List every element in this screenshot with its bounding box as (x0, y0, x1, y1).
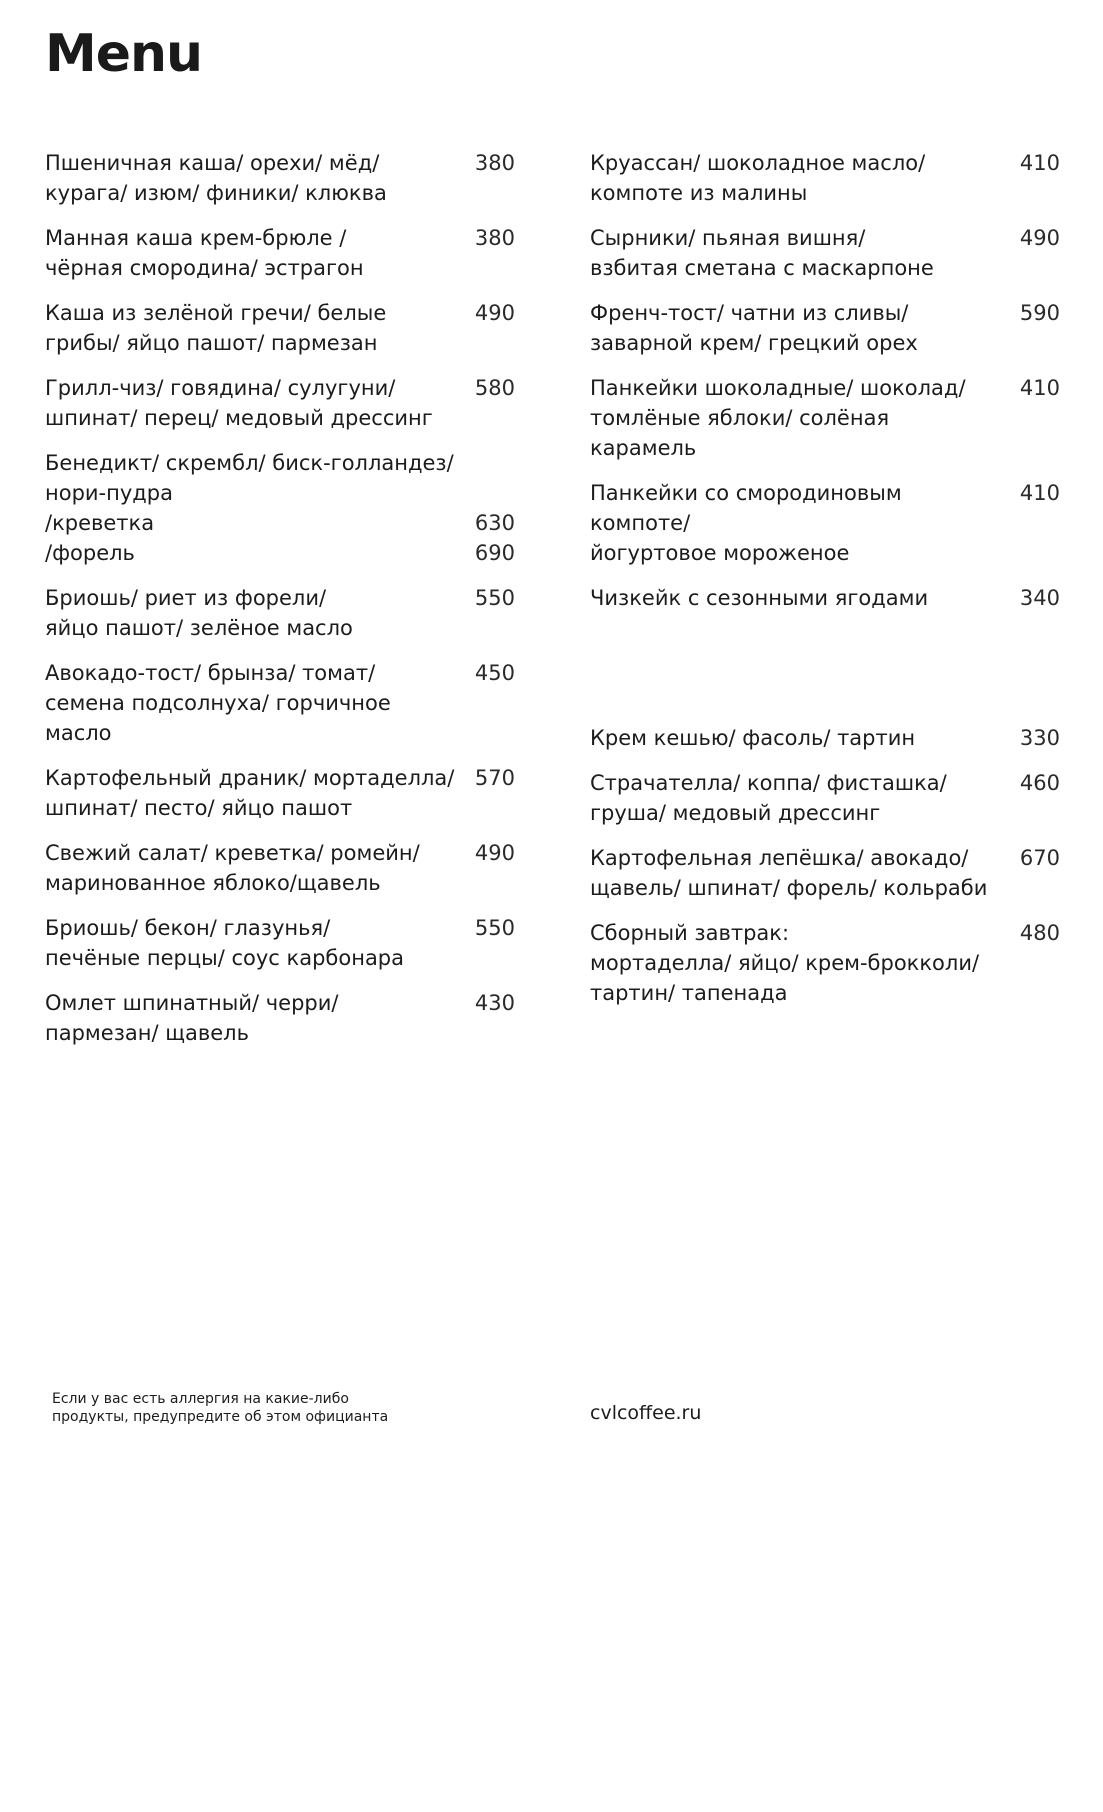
menu-item-price: 490 (1019, 226, 1060, 250)
menu-item-price: 340 (1019, 586, 1060, 610)
menu-item (590, 843, 1060, 903)
menu-item-price: 490 (474, 301, 515, 325)
menu-item (45, 913, 515, 973)
menu-item-price: 550 (474, 586, 515, 610)
menu-item (590, 583, 1060, 613)
menu-item-name: Бриошь/ риет из форели/ яйцо пашот/ зелёное масло (45, 586, 353, 640)
menu-item (45, 658, 515, 748)
menu-item-name: Грилл-чиз/ говядина/ сулугуни/ шпинат/ перец/ медовый дрессинг (45, 376, 433, 430)
menu-item-price: 410 (1019, 151, 1060, 175)
menu-item (45, 223, 515, 283)
menu-item-price: 480 (1019, 921, 1060, 945)
allergy-note: Если у вас есть аллергия на какие-либо продукты, предупредите об этом официанта (52, 1391, 389, 1425)
menu-item (590, 723, 1060, 753)
menu-item-price: 580 (474, 376, 515, 400)
page-title: Menu (45, 24, 203, 84)
menu-item-price: 450 (474, 661, 515, 685)
menu-item (590, 148, 1060, 208)
menu-item (590, 478, 1060, 568)
menu-item-name: Картофельный драник/ мортаделла/ шпинат/ песто/ яйцо пашот (45, 766, 455, 820)
menu-item (45, 988, 515, 1048)
website-link[interactable]: cvlcoffee.ru (590, 1402, 702, 1424)
menu-item (590, 373, 1060, 463)
menu-item-price: 550 (474, 916, 515, 940)
menu-item-price: 590 (1019, 301, 1060, 325)
menu-item-name: Каша из зелёной гречи/ белые грибы/ яйцо пашот/ пармезан (45, 301, 387, 355)
menu-item (45, 298, 515, 358)
menu-item-name: Френч-тост/ чатни из сливы/ заварной крем/ грецкий орех (590, 301, 918, 355)
menu-item-name: Панкейки шоколадные/ шоколад/ томлёные яблоки/ солёная карамель (590, 376, 966, 460)
menu-item-price: 380 (474, 151, 515, 175)
menu-item-price: 410 (1019, 376, 1060, 400)
menu-item-name: Бриошь/ бекон/ глазунья/ печёные перцы/ соус карбонара (45, 916, 405, 970)
menu-item (45, 448, 515, 568)
menu-item-price: 410 (1019, 481, 1060, 505)
menu-item (590, 223, 1060, 283)
menu-item-name: Панкейки со смородиновым компоте/ йогуртовое мороженое (590, 481, 902, 565)
menu-item-name: Омлет шпинатный/ черри/ пармезан/ щавель (45, 991, 339, 1045)
menu-column-right (590, 148, 1060, 1023)
menu-item-price: 670 (1019, 846, 1060, 870)
menu-item-price: 490 (474, 841, 515, 865)
menu-item-price: 430 (474, 991, 515, 1015)
menu-item-name: Бенедикт/ скрембл/ биск-голландез/ нори-пудра /креветка /форель (45, 451, 454, 565)
menu-item-name: Страчателла/ коппа/ фисташка/ груша/ медовый дрессинг (590, 771, 947, 825)
menu-item (45, 763, 515, 823)
menu-item-name: Сырники/ пьяная вишня/ взбитая сметана с маскарпоне (590, 226, 934, 280)
menu-item-name: Чизкейк с сезонными ягодами (590, 586, 929, 610)
menu-item-name: Картофельная лепёшка/ авокадо/ щавель/ шпинат/ форель/ кольраби (590, 846, 988, 900)
menu-item-price: 460 (1019, 771, 1060, 795)
menu-item-name: Свежий салат/ креветка/ ромейн/ маринованное яблоко/щавель (45, 841, 420, 895)
menu-item-name: Крем кешью/ фасоль/ тартин (590, 726, 916, 750)
menu-column-left (45, 148, 515, 1063)
menu-item-price: 570 (474, 766, 515, 790)
menu-item-name: Круассан/ шоколадное масло/ компоте из малины (590, 151, 926, 205)
menu-item (590, 918, 1060, 1008)
menu-item-price: 630 690 (474, 511, 515, 565)
menu-item (45, 583, 515, 643)
menu-item-name: Манная каша крем-брюле / чёрная смородина/ эстрагон (45, 226, 364, 280)
menu-item-price: 380 (474, 226, 515, 250)
menu-item-price: 330 (1019, 726, 1060, 750)
menu-item (45, 148, 515, 208)
menu-item-name: Авокадо-тост/ брынза/ томат/ семена подсолнуха/ горчичное масло (45, 661, 391, 745)
menu-item (45, 838, 515, 898)
menu-item (45, 373, 515, 433)
menu-item (590, 298, 1060, 358)
menu-item-name: Сборный завтрак: мортаделла/ яйцо/ крем-брокколи/ тартин/ тапенада (590, 921, 980, 1005)
menu-item-name: Пшеничная каша/ орехи/ мёд/ курага/ изюм/ финики/ клюква (45, 151, 387, 205)
menu-item (590, 768, 1060, 828)
